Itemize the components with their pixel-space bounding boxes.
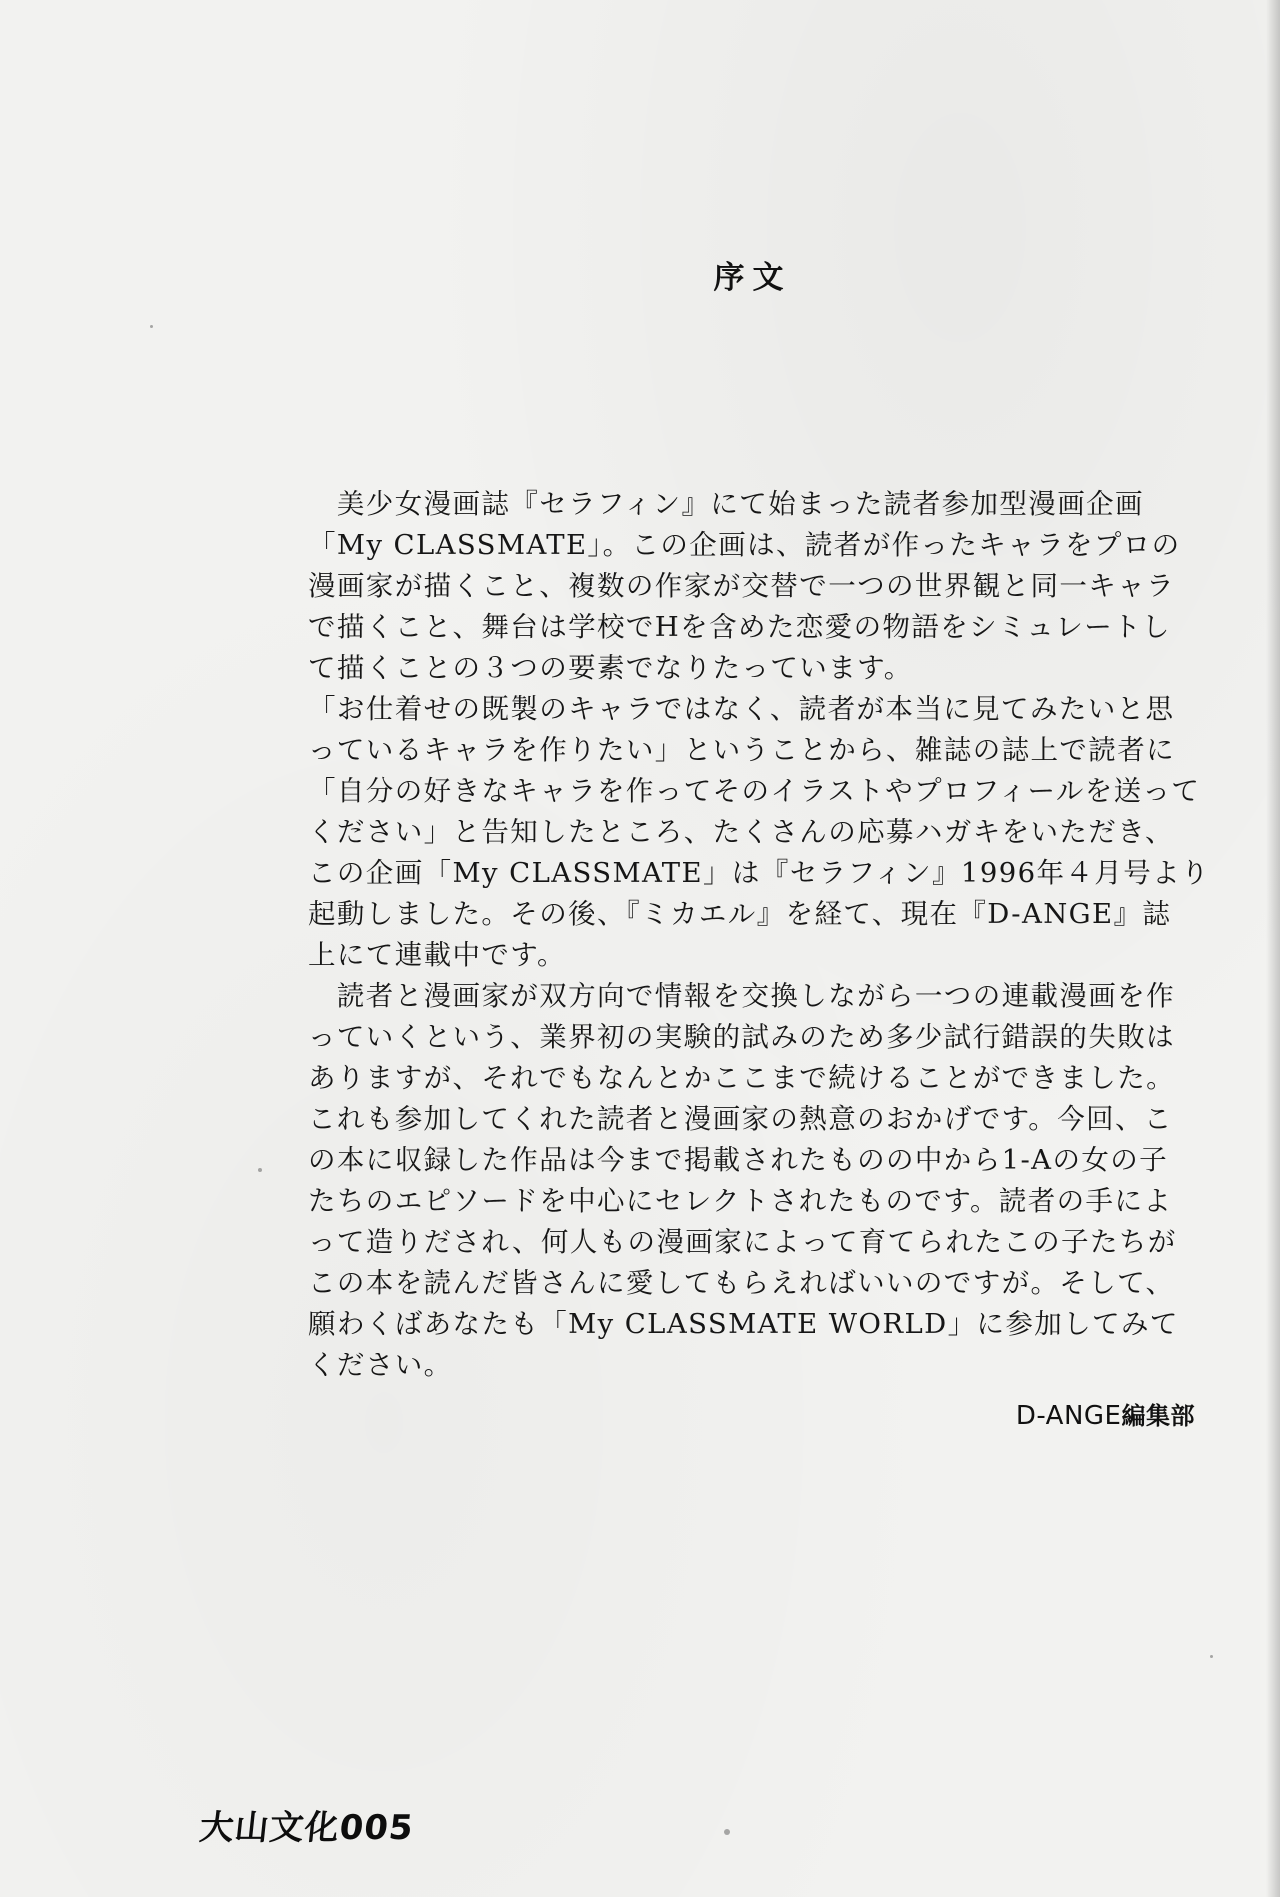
signature-latin: D-ANGE [1015,1401,1122,1431]
publisher-mark: 大山文化005 [197,1808,416,1848]
body-line: て描くことの３つの要素でなりたっています。 [308,652,913,684]
body-line: 願わくばあなたも「My CLASSMATE WORLD」に参加してみて [308,1308,1179,1340]
print-speck [258,1168,262,1172]
print-speck [1210,1655,1213,1658]
body-line: これも参加してくれた読者と漫画家の熱意のおかげです。今回、こ [308,1103,1173,1135]
body-line: で描くこと、舞台は学校でHを含めた恋愛の物語をシミュレートし [308,611,1171,643]
body-line: 「お仕着せの既製のキャラではなく、読者が本当に見てみたいと思 [308,693,1175,725]
body-line: 漫画家が描くこと、複数の作家が交替で一つの世界観と同一キャラ [308,570,1175,602]
body-line: たちのエピソードを中心にセレクトされたものです。読者の手によ [308,1185,1173,1217]
body-line: っていくという、業界初の実験的試みのため多少試行錯誤的失敗は [308,1021,1175,1053]
signature-kanji: 編集部 [1121,1402,1195,1430]
body-line: って造りだされ、何人もの漫画家によって育てられたこの子たちが [308,1226,1177,1258]
body-line: 上にて連載中です。 [308,939,566,971]
body-line: この企画「My CLASSMATE」は『セラフィン』1996年４月号より [308,857,1210,889]
body-line: 「自分の好きなキャラを作ってそのイラストやプロフィールを送って [308,775,1201,807]
print-speck [150,325,153,328]
body-line: 美少女漫画誌『セラフィン』にて始まった読者参加型漫画企画 [308,488,1144,520]
body-line: ありますが、それでもなんとかここまで続けることができました。 [308,1062,1175,1094]
body-line: ください。 [308,1349,453,1381]
body-line: の本に収録した作品は今まで掲載されたものの中から1-Aの女の子 [308,1144,1169,1176]
body-line: 読者と漫画家が双方向で情報を交換しながら一つの連載漫画を作 [308,980,1175,1012]
body-line: っているキャラを作りたい」ということから、雑誌の誌上で読者に [308,734,1175,766]
body-line: ください」と告知したところ、たくさんの応募ハガキをいただき、 [308,816,1174,848]
preface-body [308,484,1210,1386]
body-line: この本を読んだ皆さんに愛してもらえればいいのですが。そして、 [308,1267,1175,1299]
body-line: 「My CLASSMATE」。この企画は、読者が作ったキャラをプロの [308,529,1181,561]
page-title: 序文 [713,260,792,296]
print-speck [724,1829,730,1835]
body-line: 起動しました。その後、『ミカエル』を経て、現在『D-ANGE』誌 [308,898,1172,930]
signature [1016,1396,1195,1431]
